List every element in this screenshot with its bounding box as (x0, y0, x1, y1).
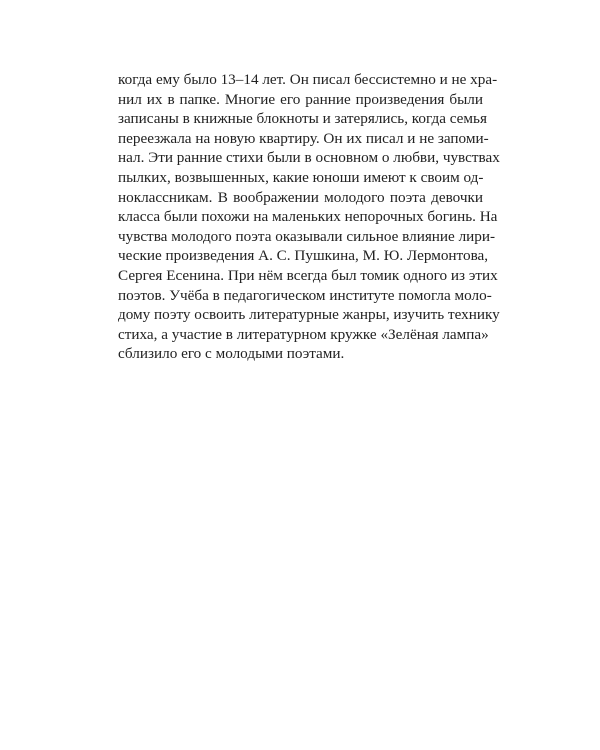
text-line: поэтов. Учёба в педагогическом институте помогла моло- (118, 286, 492, 304)
text-line: дому поэту освоить литературные жанры, изучить технику (118, 306, 500, 324)
text-line: ческие произведения А. С. Пушкина, М. Ю. Лермонтова, (118, 247, 489, 265)
text-line: Сергея Есенина. При нём всегда был томик одного из этих (118, 266, 498, 284)
text-line: стиха, а участие в литературном кружке «Зелёная лампа» (118, 325, 489, 343)
text-line: когда ему было 13–14 лет. Он писал бессистемно и не хра- (118, 71, 498, 88)
text-line: чувства молодого поэта оказывали сильное влияние лири- (118, 227, 496, 245)
text-line: сблизило его с молодыми поэтами. (118, 345, 345, 363)
document-text (118, 70, 500, 364)
text-line: нал. Эти ранние стихи были в основном о любви, чувствах (118, 149, 500, 167)
text-line: пылких, возвышенных, какие юноши имеют к своим од- (118, 168, 484, 186)
text-line: класса были похожи на маленьких непорочных богинь. На (118, 208, 498, 226)
text-line: ноклассникам. В воображении молодого поэта девочки (118, 188, 483, 206)
text-line: нил их в папке. Многие его ранние произведения были (118, 90, 483, 108)
text-line: записаны в книжные блокноты и затерялись, когда семья (118, 110, 487, 128)
text-line: переезжала на новую квартиру. Он их писал и не запоми- (118, 129, 489, 147)
